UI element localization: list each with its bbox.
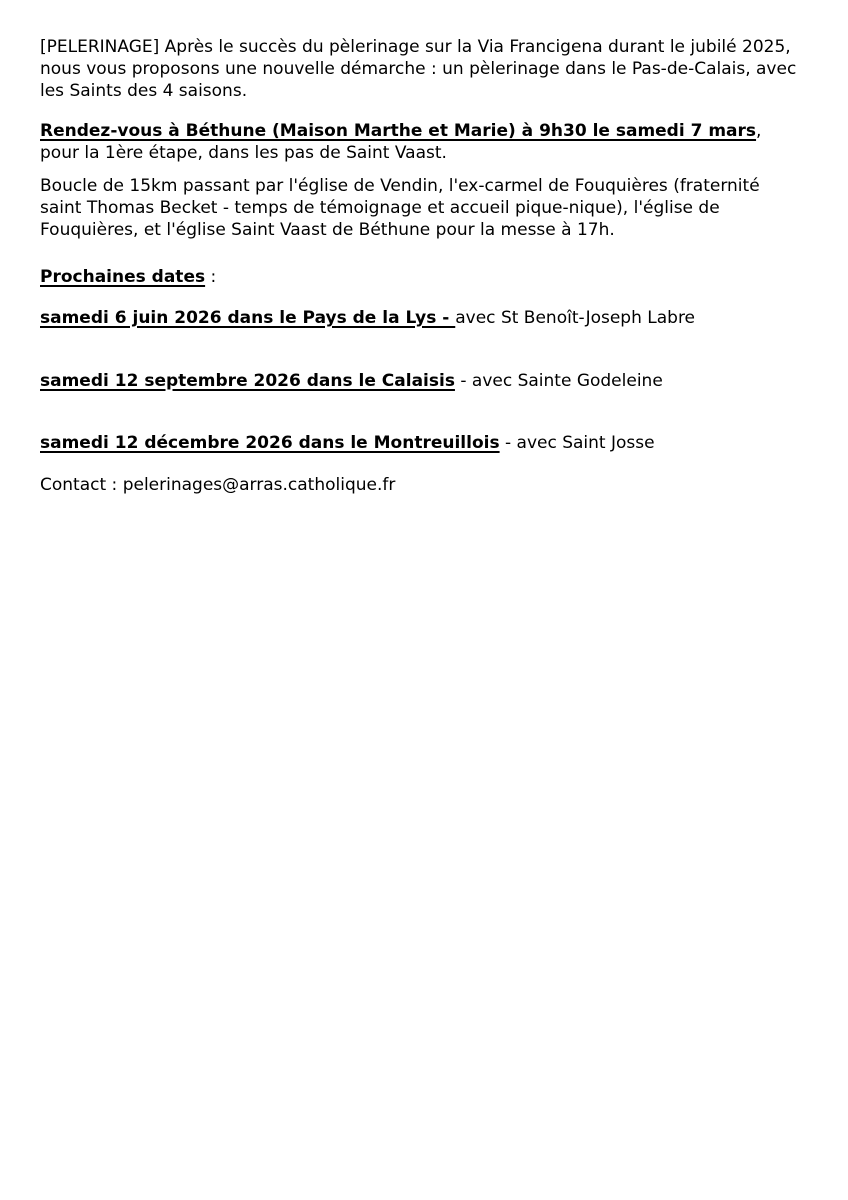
date-entry-decembre	[40, 432, 818, 454]
date-entry-septembre	[40, 370, 818, 392]
date-entry-juin-rest: avec St Benoît-Joseph Labre	[455, 308, 696, 328]
contact-line	[40, 474, 818, 496]
date-entry-juin	[40, 307, 818, 329]
date-entry-septembre-emphasis: samedi 12 septembre 2026 dans le Calaisis	[40, 371, 455, 391]
route-line-1: Boucle de 15km passant par l'église de Vendin, l'ex-carmel de Fouquières (fraternité	[40, 176, 760, 196]
rendezvous-emphasis: Rendez-vous à Béthune (Maison Marthe et Marie) à 9h30 le samedi 7 mars	[40, 121, 757, 141]
route-paragraph	[40, 175, 818, 241]
rendezvous-comma: ,	[756, 121, 762, 141]
date-entry-decembre-rest: - avec Saint Josse	[499, 433, 655, 453]
route-line-2: saint Thomas Becket - temps de témoignage et accueil pique-nique), l'église de	[40, 198, 720, 218]
rendezvous-paragraph	[40, 120, 818, 164]
route-line-3: Fouquières, et l'église Saint Vaast de Béthune pour la messe à 17h.	[40, 220, 615, 240]
date-entry-septembre-rest: - avec Sainte Godeleine	[454, 371, 663, 391]
date-entry-decembre-emphasis: samedi 12 décembre 2026 dans le Montreuillois	[40, 433, 500, 453]
intro-line-3: les Saints des 4 saisons.	[40, 81, 248, 101]
contact-label: Contact :	[40, 475, 123, 495]
contact-email: pelerinages@arras.catholique.fr	[122, 475, 396, 495]
upcoming-dates-heading	[40, 266, 818, 288]
intro-paragraph	[40, 36, 818, 102]
intro-line-2: nous vous proposons une nouvelle démarche : un pèlerinage dans le Pas-de-Calais, avec	[40, 59, 797, 79]
upcoming-dates-heading-suffix: :	[205, 267, 217, 287]
rendezvous-line-2: pour la 1ère étape, dans les pas de Saint Vaast.	[40, 143, 447, 163]
intro-line-1: [PELERINAGE] Après le succès du pèlerinage sur la Via Francigena durant le jubilé 2025,	[40, 37, 791, 57]
date-entry-juin-emphasis: samedi 6 juin 2026 dans le Pays de la Lys -	[40, 308, 456, 328]
upcoming-dates-heading-emphasis: Prochaines dates	[40, 267, 206, 287]
